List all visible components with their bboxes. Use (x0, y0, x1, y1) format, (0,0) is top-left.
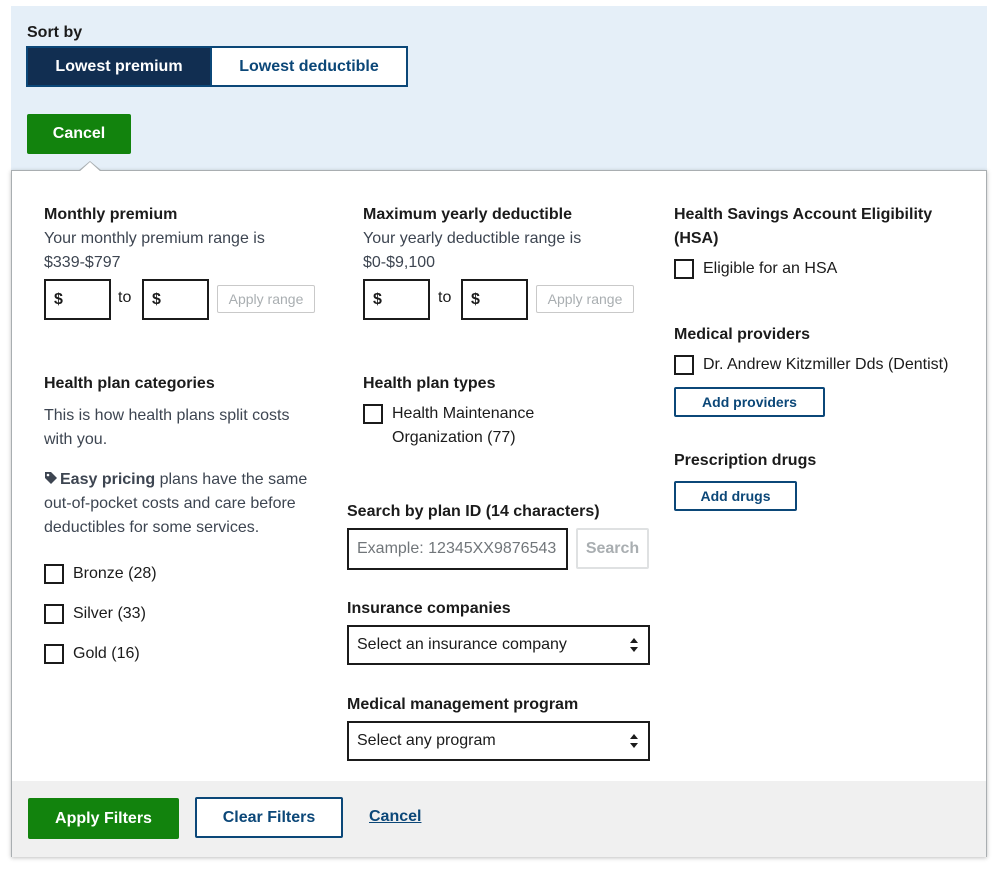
insurance-company-select[interactable] (347, 625, 650, 665)
deductible-max-input[interactable]: $ (461, 279, 528, 320)
filters-panel (11, 170, 987, 857)
select-arrows-icon (629, 637, 639, 653)
premium-min-input[interactable]: $ (44, 279, 111, 320)
premium-max-input[interactable]: $ (142, 279, 209, 320)
add-drugs-button[interactable]: Add drugs (674, 481, 797, 511)
easy-pricing-label: Easy pricing (60, 471, 156, 488)
bronze-checkbox[interactable] (44, 564, 64, 584)
deductible-min-input[interactable]: $ (363, 279, 430, 320)
hsa-checkbox-row[interactable] (674, 257, 837, 281)
prescription-drugs-heading: Prescription drugs (674, 452, 817, 469)
select-arrows-icon (629, 733, 639, 749)
management-program-heading: Medical management program (347, 696, 579, 713)
insurance-companies-heading: Insurance companies (347, 600, 511, 617)
hsa-heading: Health Savings Account Eligibility (HSA) (674, 206, 933, 247)
sort-toggle-group (26, 46, 408, 87)
tag-icon (44, 471, 58, 485)
category-silver-row[interactable] (44, 602, 146, 626)
silver-checkbox-label: Silver (33) (73, 605, 146, 622)
deductible-description: Your yearly deductible range is $0-$9,100 (363, 230, 582, 271)
provider-checkbox-label: Dr. Andrew Kitzmiller Dds (Dentist) (703, 356, 949, 373)
plan-categories-description: This is how health plans split costs with you. (44, 407, 290, 448)
cancel-button[interactable]: Cancel (27, 114, 131, 154)
medical-providers-heading: Medical providers (674, 326, 811, 343)
premium-apply-range-button[interactable]: Apply range (217, 285, 315, 313)
plan-id-heading: Search by plan ID (14 characters) (347, 503, 600, 520)
deductible-to-label: to (438, 289, 452, 306)
monthly-premium-heading: Monthly premium (44, 206, 178, 223)
deductible-apply-range-button[interactable]: Apply range (536, 285, 634, 313)
sort-lowest-premium-button[interactable]: Lowest premium (28, 48, 212, 85)
deductible-heading: Maximum yearly deductible (363, 206, 572, 223)
hsa-checkbox[interactable] (674, 259, 694, 279)
provider-checkbox[interactable] (674, 355, 694, 375)
apply-filters-button[interactable]: Apply Filters (28, 798, 179, 839)
filters-footer (12, 781, 986, 857)
hsa-checkbox-label: Eligible for an HSA (703, 260, 838, 277)
silver-checkbox[interactable] (44, 604, 64, 624)
add-providers-button[interactable]: Add providers (674, 387, 825, 417)
plan-types-heading: Health plan types (363, 375, 496, 392)
gold-checkbox[interactable] (44, 644, 64, 664)
footer-cancel-link[interactable]: Cancel (369, 808, 422, 825)
bronze-checkbox-label: Bronze (28) (73, 565, 157, 582)
clear-filters-button[interactable]: Clear Filters (195, 797, 343, 838)
gold-checkbox-label: Gold (16) (73, 645, 140, 662)
hmo-checkbox[interactable] (363, 404, 383, 424)
provider-checkbox-row[interactable] (674, 353, 948, 377)
category-bronze-row[interactable] (44, 562, 157, 586)
hmo-checkbox-label: Health Maintenance Organization (77) (392, 405, 535, 446)
monthly-premium-description: Your monthly premium range is $339-$797 (44, 230, 265, 271)
panel-caret (78, 161, 102, 171)
management-program-select[interactable] (347, 721, 650, 761)
plan-categories-heading: Health plan categories (44, 375, 215, 392)
plan-id-search-button[interactable]: Search (576, 528, 649, 569)
easy-pricing-text: plans have the same out-of-pocket costs and care before deductibles for some services. (44, 471, 308, 536)
premium-to-label: to (118, 289, 132, 306)
insurance-company-select-value: Select an insurance company (357, 636, 567, 653)
sort-lowest-deductible-button[interactable]: Lowest deductible (212, 48, 406, 85)
sort-label: Sort by (27, 24, 83, 41)
plan-id-search-input[interactable]: Example: 12345XX9876543 (347, 528, 568, 570)
management-program-select-value: Select any program (357, 732, 496, 749)
easy-pricing-note (44, 468, 326, 540)
plan-type-hmo-row[interactable] (363, 402, 583, 450)
category-gold-row[interactable] (44, 642, 140, 666)
sort-panel (11, 6, 987, 172)
